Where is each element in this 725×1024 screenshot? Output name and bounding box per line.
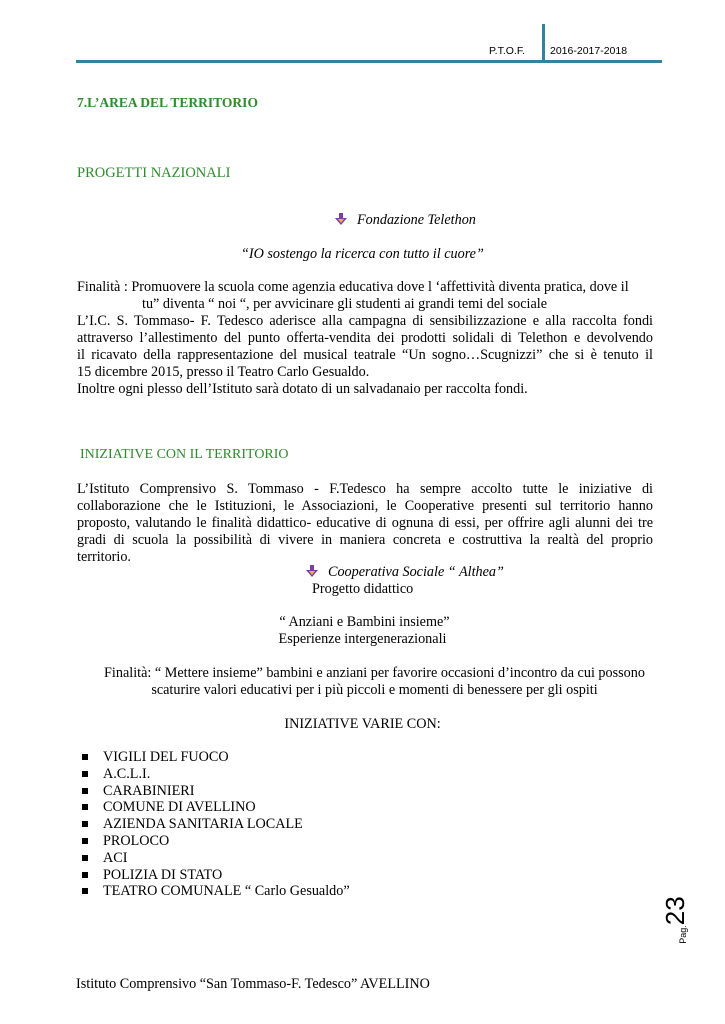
page-number-value: 23: [660, 896, 690, 926]
partner-label: A.C.L.I.: [103, 765, 151, 782]
partner-label: AZIENDA SANITARIA LOCALE: [103, 816, 303, 833]
header-vertical-rule: [542, 24, 545, 62]
list-item: [76, 749, 476, 766]
list-item: [76, 799, 476, 816]
telethon-purpose-line2: tu” diventa “ noi “, per avvicinare gli studenti ai grandi temi del sociale: [142, 296, 547, 312]
bullet-square-icon: [82, 754, 88, 760]
list-item: [76, 883, 476, 900]
partner-label: PROLOCO: [103, 832, 170, 849]
bullet-square-icon: [82, 804, 88, 810]
various-heading: INIZIATIVE VARIE CON:: [284, 716, 441, 732]
telethon-body: [77, 313, 653, 398]
bullet-square-icon: [82, 771, 88, 777]
bullet-square-icon: [82, 788, 88, 794]
telethon-purpose-line1: Finalità : Promuovere la scuola come agenzia educativa dove l ‘affettività diventa pratica, dove il: [77, 279, 629, 295]
page-number: [640, 885, 710, 955]
territory-intro-line: proposto, valutando le finalità didattico- educative di ognuna di essi, per offrire agli alunni dei tre: [77, 515, 653, 531]
telethon-slogan: “IO sostengo la ricerca con tutto il cuore”: [241, 246, 484, 262]
territory-intro-line: L’Istituto Comprensivo S. Tommaso - F.Tedesco ha sempre accolto tutte le iniziative di: [77, 481, 653, 497]
list-item: [76, 850, 476, 867]
project-subtitle: Esperienze intergenerazionali: [278, 631, 447, 647]
footer-text: Istituto Comprensivo “San Tommaso-F. Tedesco” AVELLINO: [76, 976, 430, 992]
telethon-org: Fondazione Telethon: [357, 212, 476, 228]
bullet-square-icon: [82, 888, 88, 894]
partner-label: VIGILI DEL FUOCO: [103, 749, 229, 765]
bullet-square-icon: [82, 855, 88, 861]
project-label: Progetto didattico: [312, 581, 414, 597]
list-item: [76, 766, 476, 783]
bullet-square-icon: [82, 838, 88, 844]
territory-intro: [77, 481, 653, 566]
arrow-bullet-icon: [306, 565, 318, 577]
arrow-bullet-icon: [335, 213, 347, 225]
partner-label: ACI: [103, 849, 128, 866]
header-ptof: P.T.O.F.: [489, 45, 525, 57]
partners-list: [76, 749, 476, 900]
territory-heading: INIZIATIVE CON IL TERRITORIO: [80, 447, 289, 462]
telethon-body-line: L’I.C. S. Tommaso- F. Tedesco aderisce alla campagna di sensibilizzazione e alla raccolta fondi: [77, 313, 653, 329]
partner-label: COMUNE DI AVELLINO: [103, 799, 256, 816]
partner-label: CARABINIERI: [103, 782, 195, 799]
territory-intro-line: collaborazione che le Istituzioni, le Associazioni, le Cooperative presenti sul territorio hanno: [77, 498, 653, 514]
header-years: 2016-2017-2018: [550, 45, 628, 57]
partner-label: POLIZIA DI STATO: [103, 866, 223, 883]
telethon-body-line: Inoltre ogni plesso dell’Istituto sarà dotato di un salvadanaio per raccolta fondi.: [77, 381, 528, 397]
project-purpose-line2: scaturire valori educativi per i più piccoli e momenti di benessere per gli ospiti: [151, 682, 598, 698]
page-label: Pag.: [678, 925, 688, 944]
telethon-body-line: 15 dicembre 2015, presso il Teatro Carlo Gesualdo.: [77, 364, 370, 380]
list-item: [76, 783, 476, 800]
telethon-body-line: attraverso l’allestimento del punto offerta-vendita dei prodotti solidali di Telethon e devolvendo: [77, 330, 653, 346]
list-item: [76, 867, 476, 884]
bullet-square-icon: [82, 872, 88, 878]
project-title: “ Anziani e Bambini insieme”: [279, 614, 450, 630]
national-heading: PROGETTI NAZIONALI: [77, 165, 231, 181]
project-purpose-line1: Finalità: “ Mettere insieme” bambini e anziani per favorire occasioni d’incontro da cui possono: [104, 665, 645, 681]
bullet-square-icon: [82, 821, 88, 827]
list-item: [76, 816, 476, 833]
list-item: [76, 833, 476, 850]
header-rule: [76, 60, 662, 63]
coop-name: Cooperativa Sociale “ Althea”: [328, 564, 504, 580]
territory-intro-line: territorio.: [77, 549, 131, 565]
section-title: 7.L’AREA DEL TERRITORIO: [77, 95, 258, 110]
telethon-line: [335, 212, 476, 229]
territory-intro-line: gradi di scuola la possibilità di vivere in maniera concreta e costruttiva la realtà del proprio: [77, 532, 653, 548]
coop-line: [306, 564, 504, 581]
telethon-body-line: il ricavato della rappresentazione del musical teatrale “Un sogno…Scugnizzi” che si è tenuto il: [77, 347, 653, 363]
partner-label: TEATRO COMUNALE “ Carlo Gesualdo”: [103, 883, 350, 900]
